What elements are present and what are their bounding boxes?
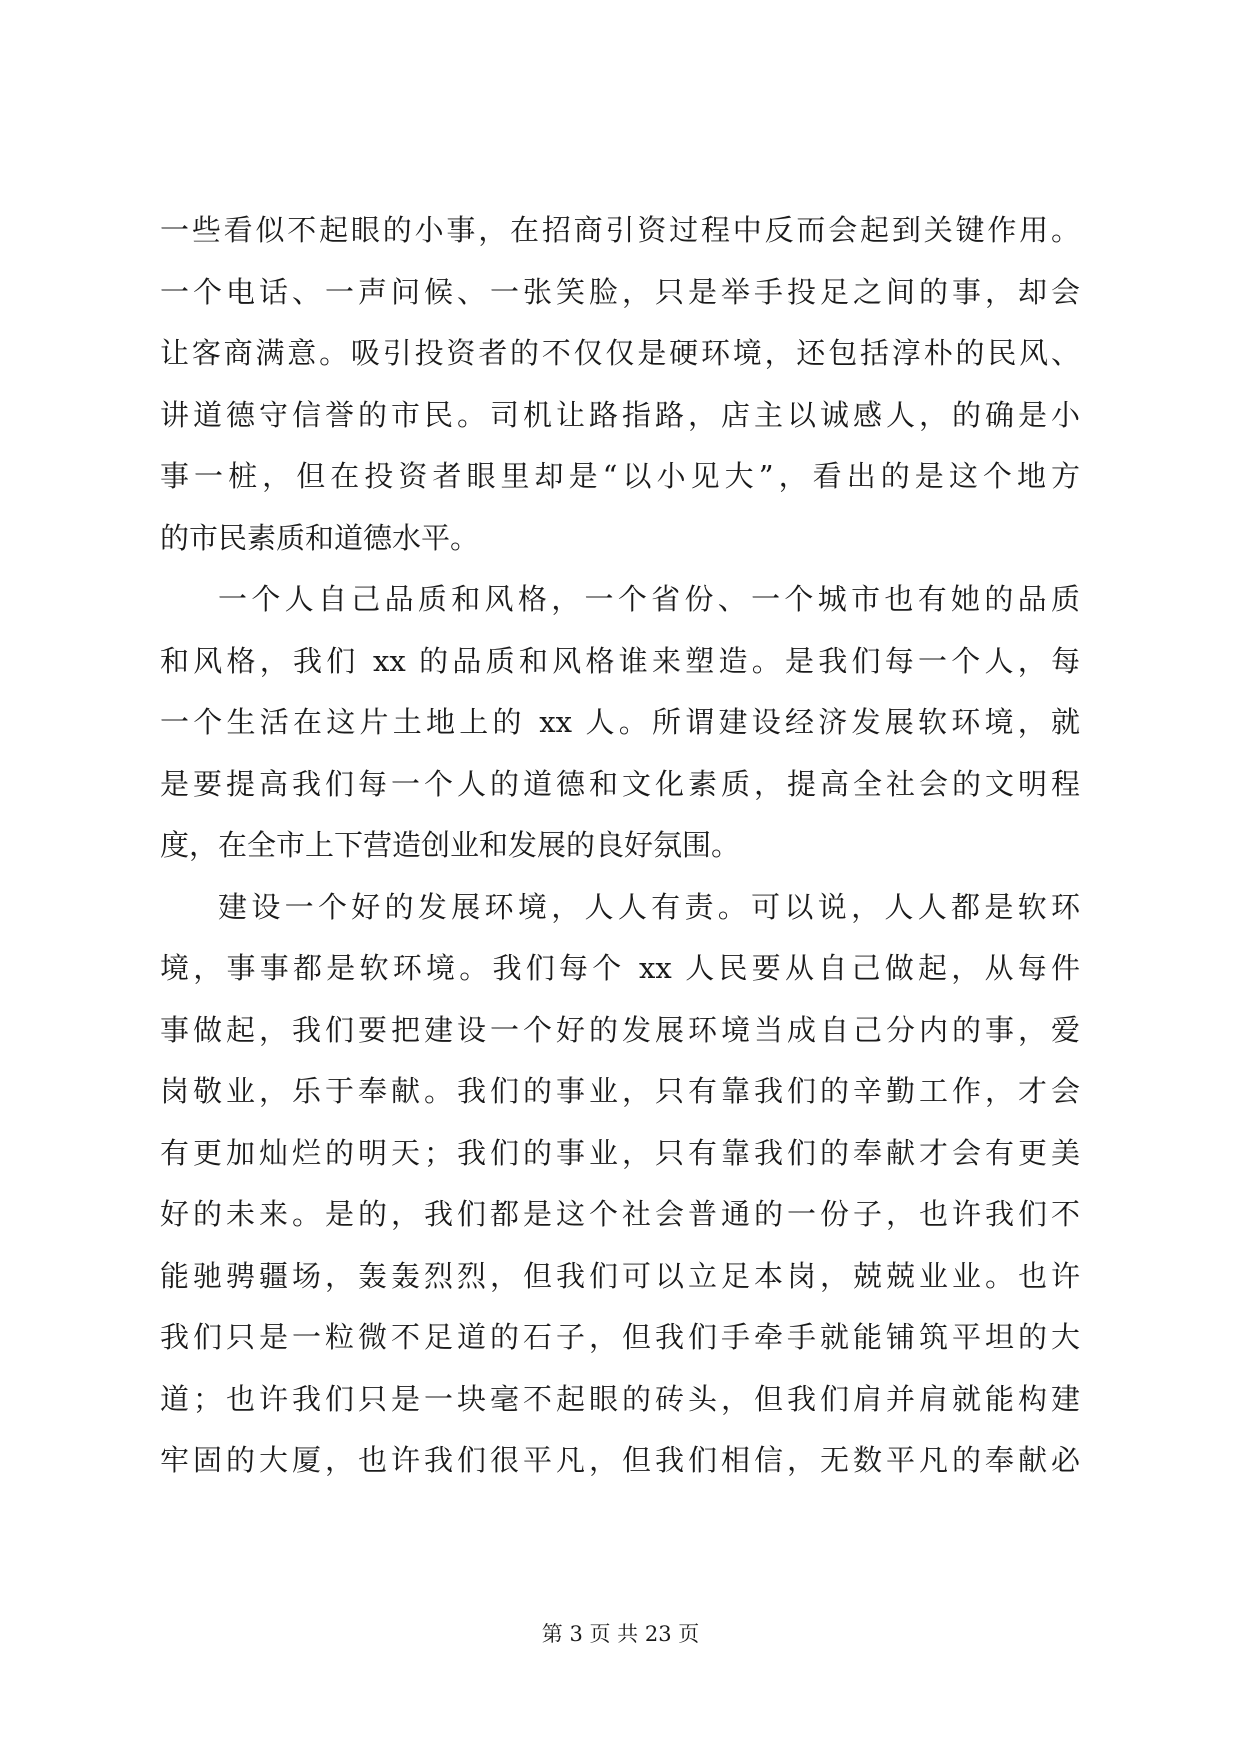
page-number-footer: 第 3 页 共 23 页 [541,1622,700,1646]
text-line: 事一桩，但在投资者眼里却是“以小见大”，看出的是这个地方 [160,459,1080,493]
text-line: 好的未来。是的，我们都是这个社会普通的一份子，也许我们不 [160,1197,1080,1231]
text-line: 讲道德守信誉的市民。司机让路指路，店主以诚感人，的确是小 [160,397,1080,432]
text-line: 道；也许我们只是一块毫不起眼的砖头，但我们肩并肩就能构建 [160,1381,1080,1416]
text-line: 让客商满意。吸引投资者的不仅仅是硬环境，还包括淳朴的民风、 [160,336,1080,370]
text-line: 一个人自己品质和风格，一个省份、一个城市也有她的品质 [218,582,1080,616]
text-line: 建设一个好的发展环境，人人有责。可以说，人人都是软环 [218,889,1080,924]
paragraph-2 [160,569,1080,877]
text-line: 和风格，我们 xx 的品质和风格谁来塑造。是我们每一个人，每 [160,643,1080,678]
text-line: 一个电话、一声问候、一张笑脸，只是举手投足之间的事，却会 [160,274,1080,309]
text-line: 是要提高我们每一个人的道德和文化素质，提高全社会的文明程 [160,766,1080,801]
paragraph-3 [160,877,1080,1492]
text-line: 岗敬业，乐于奉献。我们的事业，只有靠我们的辛勤工作，才会 [160,1074,1080,1108]
paragraph-1 [160,200,1080,569]
text-line: 境，事事都是软环境。我们每个 xx 人民要从自己做起，从每件 [160,951,1080,985]
text-line: 能驰骋疆场，轰轰烈烈，但我们可以立足本岗，兢兢业业。也许 [160,1258,1080,1293]
text-line: 事做起，我们要把建设一个好的发展环境当成自己分内的事，爱 [160,1012,1080,1047]
text-line: 有更加灿烂的明天；我们的事业，只有靠我们的奉献才会有更美 [160,1135,1080,1170]
text-line: 一个生活在这片土地上的 xx 人。所谓建设经济发展软环境，就 [160,705,1080,739]
text-line: 牢固的大厦，也许我们很平凡，但我们相信，无数平凡的奉献必 [160,1443,1080,1477]
text-line: 度，在全市上下营造创业和发展的良好氛围。 [160,828,741,862]
text-line: 的市民素质和道德水平。 [160,520,480,555]
text-line: 一些看似不起眼的小事，在招商引资过程中反而会起到关键作用。 [160,213,1080,247]
document-body [160,200,1080,1492]
text-line: 我们只是一粒微不足道的石子，但我们手牵手就能铺筑平坦的大 [160,1320,1080,1354]
